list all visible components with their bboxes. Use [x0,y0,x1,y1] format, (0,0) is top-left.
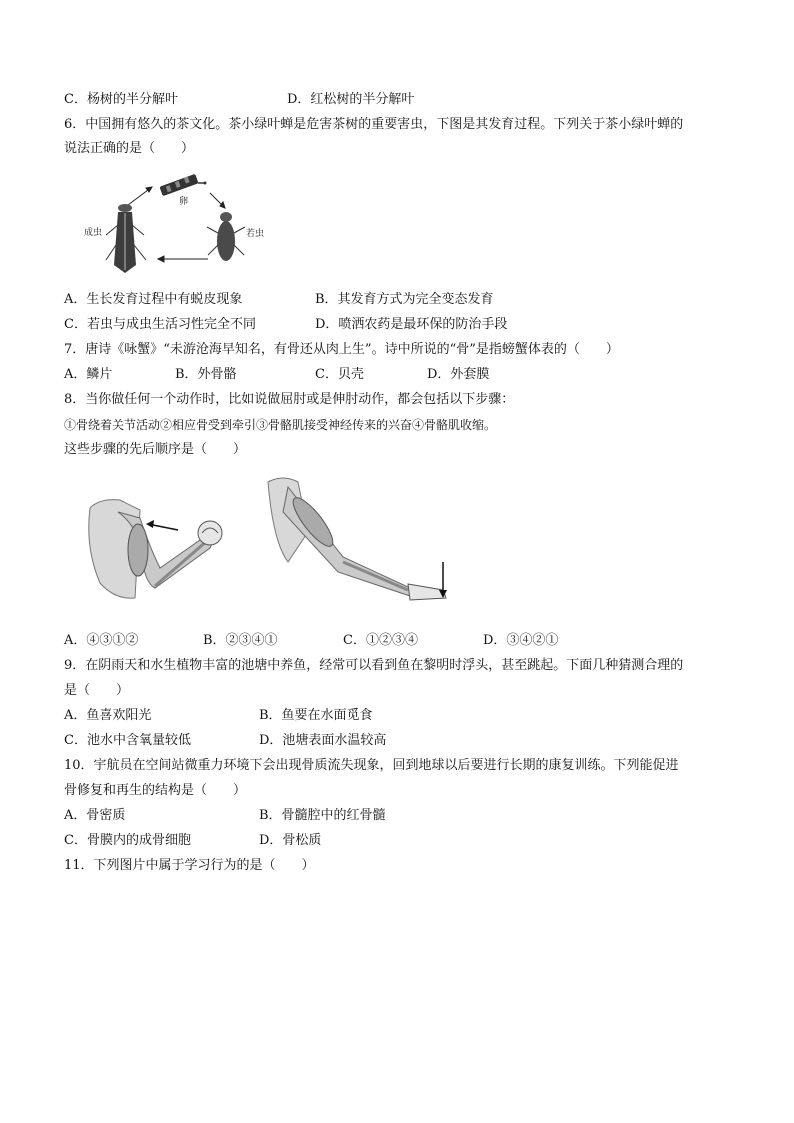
q6-option-b: B．其发育方式为完全变态发育 [315,292,494,307]
q8-option-d: D．③④②① [483,633,559,648]
q9-stem-line2: 是（ ） [64,683,130,698]
adult-label: 成虫 [84,228,103,238]
q7-option-c: C．贝壳 [315,367,364,382]
q7-stem: 7．唐诗《咏蟹》“未游沧海早知名，有骨还从肉上生”。诗中所说的“骨”是指螃蟹体表的（ ） [64,342,619,357]
q5-option-c: C．杨树的半分解叶 [64,92,178,107]
q6-stem-line1: 6．中国拥有悠久的茶文化。茶小绿叶蝉是危害茶树的重要害虫，下图是其发育过程。下列关于茶小绿叶蝉的 [64,117,684,132]
q8-option-a: A．④③①② [64,633,139,648]
nymph-label: 若虫 [246,229,265,239]
q10-stem-line2: 骨修复和再生的结构是（ ） [64,783,247,798]
straight-arm-figure [258,472,458,617]
q10-stem-line1: 10．宇航员在空间站微重力环境下会出现骨质流失现象，回到地球以后要进行长期的康复训练。下列能促进 [64,758,679,773]
q8-option-c: C．①②③④ [343,633,418,648]
leafhopper-life-cycle-figure [80,175,280,280]
q9-option-d: D．池塘表面水温较高 [259,733,387,748]
q9-stem-line1: 9．在阴雨天和水生植物丰富的池塘中养鱼，经常可以看到鱼在黎明时浮头，甚至跳起。下面几种猜测合理的 [64,658,684,673]
q7-option-b: B．外骨骼 [175,367,237,382]
q6-stem-line2: 说法正确的是（ ） [64,141,195,156]
q8-stem-line1: 8．当你做任何一个动作时，比如说做屈肘或是伸肘动作，都会包括以下步骤： [64,392,515,407]
q8-option-b: B．②③④① [203,633,278,648]
adult-insect-illustration [106,204,146,273]
cycle-arrows [128,187,225,262]
q7-option-d: D．外套膜 [427,367,490,382]
q8-stem-line3: 这些步骤的先后顺序是（ ） [64,442,247,457]
q6-option-c: C．若虫与成虫生活习性完全不同 [64,317,256,332]
q11-stem: 11．下列图片中属于学习行为的是（ ） [64,858,315,873]
nymph-insect-illustration [207,212,245,261]
q10-option-b: B．骨髓腔中的红骨髓 [259,808,386,823]
egg-label: 卵 [179,197,189,207]
q6-option-d: D．喷洒农药是最环保的防治手段 [315,317,508,332]
q10-option-a: A．骨密质 [64,808,126,823]
q6-option-a: A．生长发育过程中有蜕皮现象 [64,292,243,307]
egg-illustration [159,174,206,196]
q10-option-d: D．骨松质 [259,833,322,848]
q9-option-b: B．鱼要在水面觅食 [259,708,373,723]
q9-option-c: C．池水中含氧量较低 [64,733,191,748]
q10-option-c: C．骨膜内的成骨细胞 [64,833,191,848]
bent-arm-figure [80,488,240,600]
q7-option-a: A．鳞片 [64,367,113,382]
q5-option-d: D．红松树的半分解叶 [287,92,415,107]
q9-option-a: A．鱼喜欢阳光 [64,708,152,723]
q8-stem-line2: ①骨绕着关节活动②相应骨受到牵引③骨骼肌接受神经传来的兴奋④骨骼肌收缩。 [64,418,497,432]
